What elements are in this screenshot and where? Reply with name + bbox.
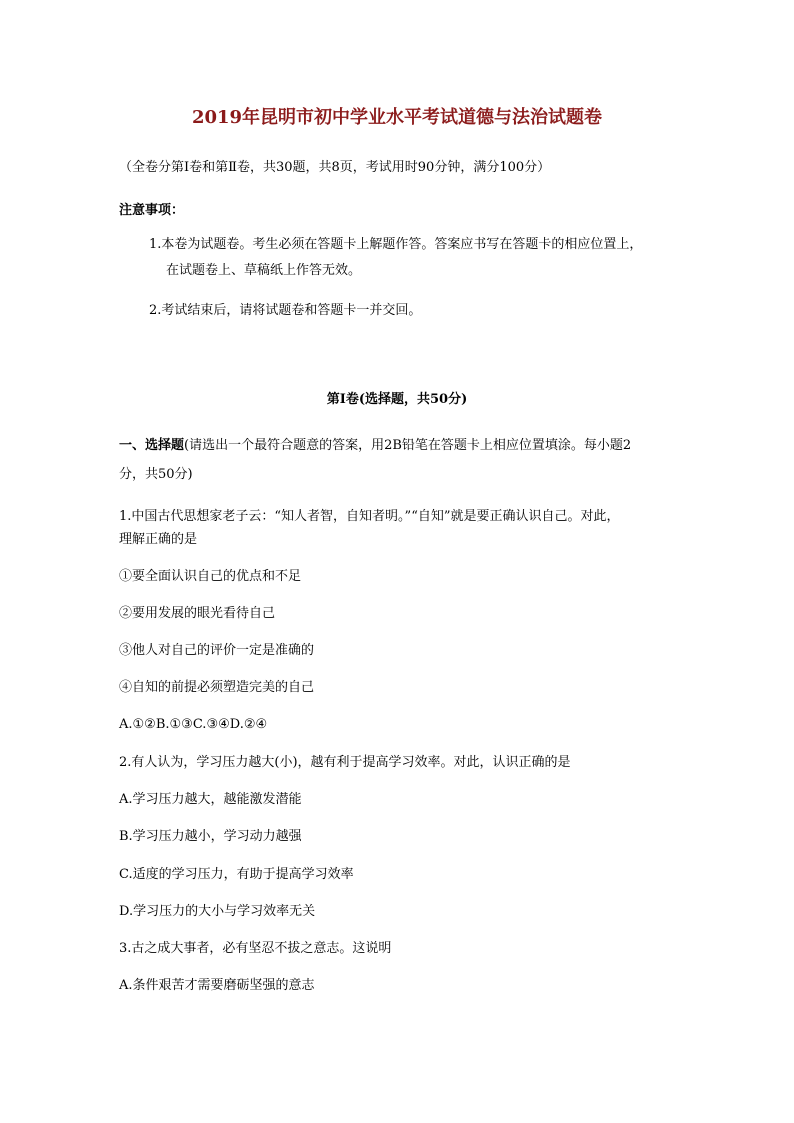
part-1-instruction-line-2: 分，共50分) xyxy=(119,467,193,482)
question-2-stem: 2.有人认为，学习压力越大(小)，越有利于提高学习效率。对此，认识正确的是 xyxy=(119,755,571,770)
notice-item-1-line-2: 在试题卷上、草稿纸上作答无效。 xyxy=(166,263,362,278)
question-1-item-3: ③他人对自己的评价一定是准确的 xyxy=(119,643,315,658)
question-2-option-d: D.学习压力的大小与学习效率无关 xyxy=(119,904,316,919)
question-1-stem-line-2: 理解正确的是 xyxy=(119,532,198,547)
question-3-stem: 3.古之成大事者，必有坚忍不拔之意志。这说明 xyxy=(119,941,392,956)
question-2-option-c: C.适度的学习压力，有助于提高学习效率 xyxy=(119,867,354,882)
question-1-item-4: ④自知的前提必须塑造完美的自己 xyxy=(119,680,315,695)
question-1-item-1: ①要全面认识自己的优点和不足 xyxy=(119,569,302,584)
part-1-instruction: (请选出一个最符合题意的答案，用2B铅笔在答题卡上相应位置填涂。每小题2 xyxy=(184,438,632,453)
question-2-option-a: A.学习压力越大，越能激发潜能 xyxy=(119,792,302,807)
exam-subtitle: （全卷分第Ⅰ卷和第Ⅱ卷，共30题，共8页，考试用时90分钟，满分100分） xyxy=(119,160,551,175)
part-1-instruction-line-1 xyxy=(119,437,631,455)
exam-title: 2019年昆明市初中学业水平考试道德与法治试题卷 xyxy=(191,107,603,128)
question-1-item-2: ②要用发展的眼光看待自己 xyxy=(119,606,276,621)
notice-item-1-line-1: 1.本卷为试题卷。考生必须在答题卡上解题作答。答案应书写在答题卡的相应位置上， xyxy=(149,237,643,252)
part-1-label: 一、选择题 xyxy=(119,438,185,453)
question-3-option-a: A.条件艰苦才需要磨砺坚强的意志 xyxy=(119,978,315,993)
question-1-options: A.①②B.①③C.③④D.②④ xyxy=(119,717,268,732)
question-1-stem-line-1: 1.中国古代思想家老子云：“知人者智，自知者明。”“自知”就是要正确认识自己。对此， xyxy=(119,509,620,524)
section-1-title: 第Ⅰ卷(选择题，共50分) xyxy=(326,392,468,407)
notice-item-2: 2.考试结束后，请将试题卷和答题卡一并交回。 xyxy=(149,303,422,318)
question-2-option-b: B.学习压力越小，学习动力越强 xyxy=(119,829,302,844)
notice-heading: 注意事项： xyxy=(119,203,185,218)
